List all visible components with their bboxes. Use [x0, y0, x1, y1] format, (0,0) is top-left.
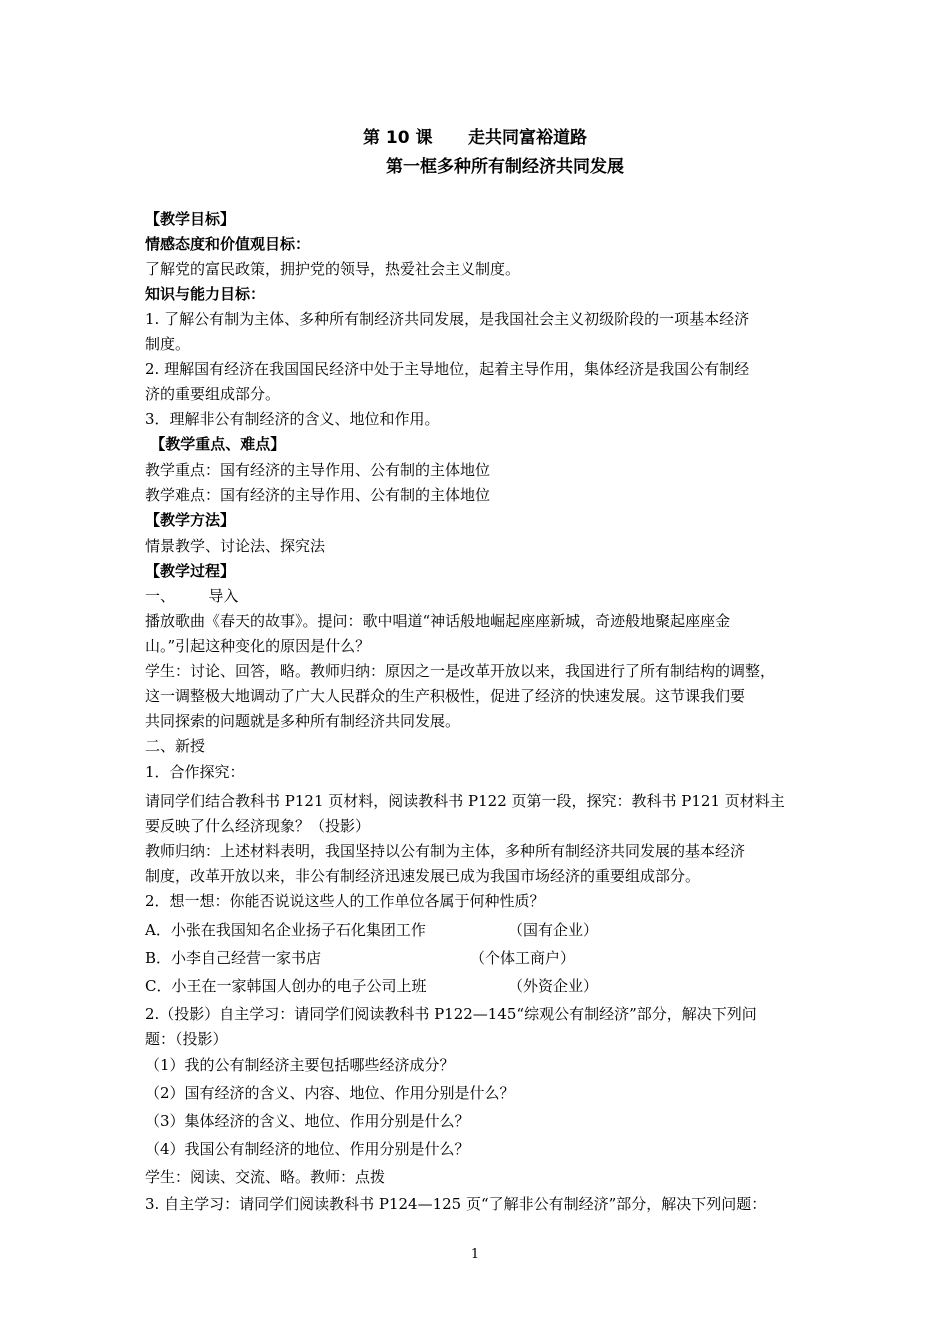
option-c-text: C．小王在一家韩国人创办的电子公司上班: [145, 977, 427, 995]
question-item: （4）我国公有制经济的地位、作用分别是什么？: [145, 1140, 470, 1158]
option-c-answer: （外资企业）: [508, 977, 599, 995]
body-text: 制度，改革开放以来，非公有制经济迅速发展已成为我国市场经济的重要组成部分。: [145, 867, 701, 885]
question-item: （1）我的公有制经济主要包括哪些经济成分？: [145, 1056, 455, 1074]
body-text: 教学重点：国有经济的主导作用、公有制的主体地位: [145, 461, 491, 479]
subheading-attitude-goals: 情感态度和价值观目标：: [145, 235, 311, 253]
body-text: 共同探索的问题就是多种所有制经济共同发展。: [145, 712, 461, 730]
heading-teaching-methods: 【教学方法】: [145, 511, 236, 529]
body-text: 一、 导入: [145, 587, 239, 605]
page-number: 1: [470, 1247, 480, 1262]
body-text: 1. 了解公有制为主体、多种所有制经济共同发展，是我国社会主义初级阶段的一项基本经济: [145, 310, 750, 328]
body-text: 制度。: [145, 335, 191, 353]
body-text: 这一调整极大地调动了广大人民群众的生产积极性，促进了经济的快速发展。这节课我们要: [145, 687, 746, 705]
body-text: 题：（投影）: [145, 1030, 228, 1048]
body-text: 2.（投影）自主学习：请同学们阅读教科书 P122—145“综观公有制经济”部分，解决下列问: [145, 1005, 757, 1023]
heading-teaching-goals: 【教学目标】: [145, 210, 236, 228]
body-text: 2. 理解国有经济在我国国民经济中处于主导地位，起着主导作用，集体经济是我国公有制经: [145, 360, 750, 378]
question-item: （3）集体经济的含义、地位、作用分别是什么？: [145, 1112, 470, 1130]
body-text: 2．想一想：你能否说说这些人的工作单位各属于何种性质？: [145, 892, 545, 910]
body-text: 要反映了什么经济现象？（投影）: [145, 817, 371, 835]
body-text: 学生：讨论、回答，略。教师归纳：原因之一是改革开放以来，我国进行了所有制结构的调整，: [145, 662, 776, 680]
option-b-text: B．小李自己经营一家书店: [145, 949, 322, 967]
body-text: 学生：阅读、交流、略。教师：点拨: [145, 1168, 386, 1186]
body-text: 3. 自主学习：请同学们阅读教科书 P124—125 页“了解非公有制经济”部分，解决下列问题：: [145, 1195, 767, 1213]
heading-key-points: 【教学重点、难点】: [145, 435, 286, 453]
option-a-answer: （国有企业）: [508, 921, 599, 939]
question-item: （2）国有经济的含义、内容、地位、作用分别是什么？: [145, 1084, 515, 1102]
option-a-text: A．小张在我国知名企业扬子石化集团工作: [145, 921, 426, 939]
body-text: 了解党的富民政策，拥护党的领导，热爱社会主义制度。: [145, 260, 521, 278]
body-text: 3．理解非公有制经济的含义、地位和作用。: [145, 410, 440, 428]
body-text: 教学难点：国有经济的主导作用、公有制的主体地位: [145, 486, 491, 504]
subheading-knowledge-goals: 知识与能力目标：: [145, 285, 266, 303]
section-title: 第一框多种所有制经济共同发展: [386, 157, 624, 177]
option-b-answer: （个体工商户）: [470, 949, 576, 967]
heading-teaching-process: 【教学过程】: [145, 562, 236, 580]
body-text: 1．合作探究：: [145, 763, 245, 781]
body-text: 教师归纳：上述材料表明，我国坚持以公有制为主体，多种所有制经济共同发展的基本经济: [145, 842, 746, 860]
body-text: 二、新授: [145, 737, 206, 755]
body-text: 请同学们结合教科书 P121 页材料，阅读教科书 P122 页第一段，探究：教科书 P121 页材料主: [145, 792, 785, 810]
body-text: 济的重要组成部分。: [145, 385, 281, 403]
lesson-title: 第 10 课 走共同富裕道路: [362, 128, 587, 148]
body-text: 播放歌曲《春天的故事》。提问：歌中唱道“神话般地崛起座座新城，奇迹般地聚起座座金: [145, 612, 731, 630]
body-text: 山。”引起这种变化的原因是什么？: [145, 637, 371, 655]
body-text: 情景教学、讨论法、探究法: [145, 537, 326, 555]
